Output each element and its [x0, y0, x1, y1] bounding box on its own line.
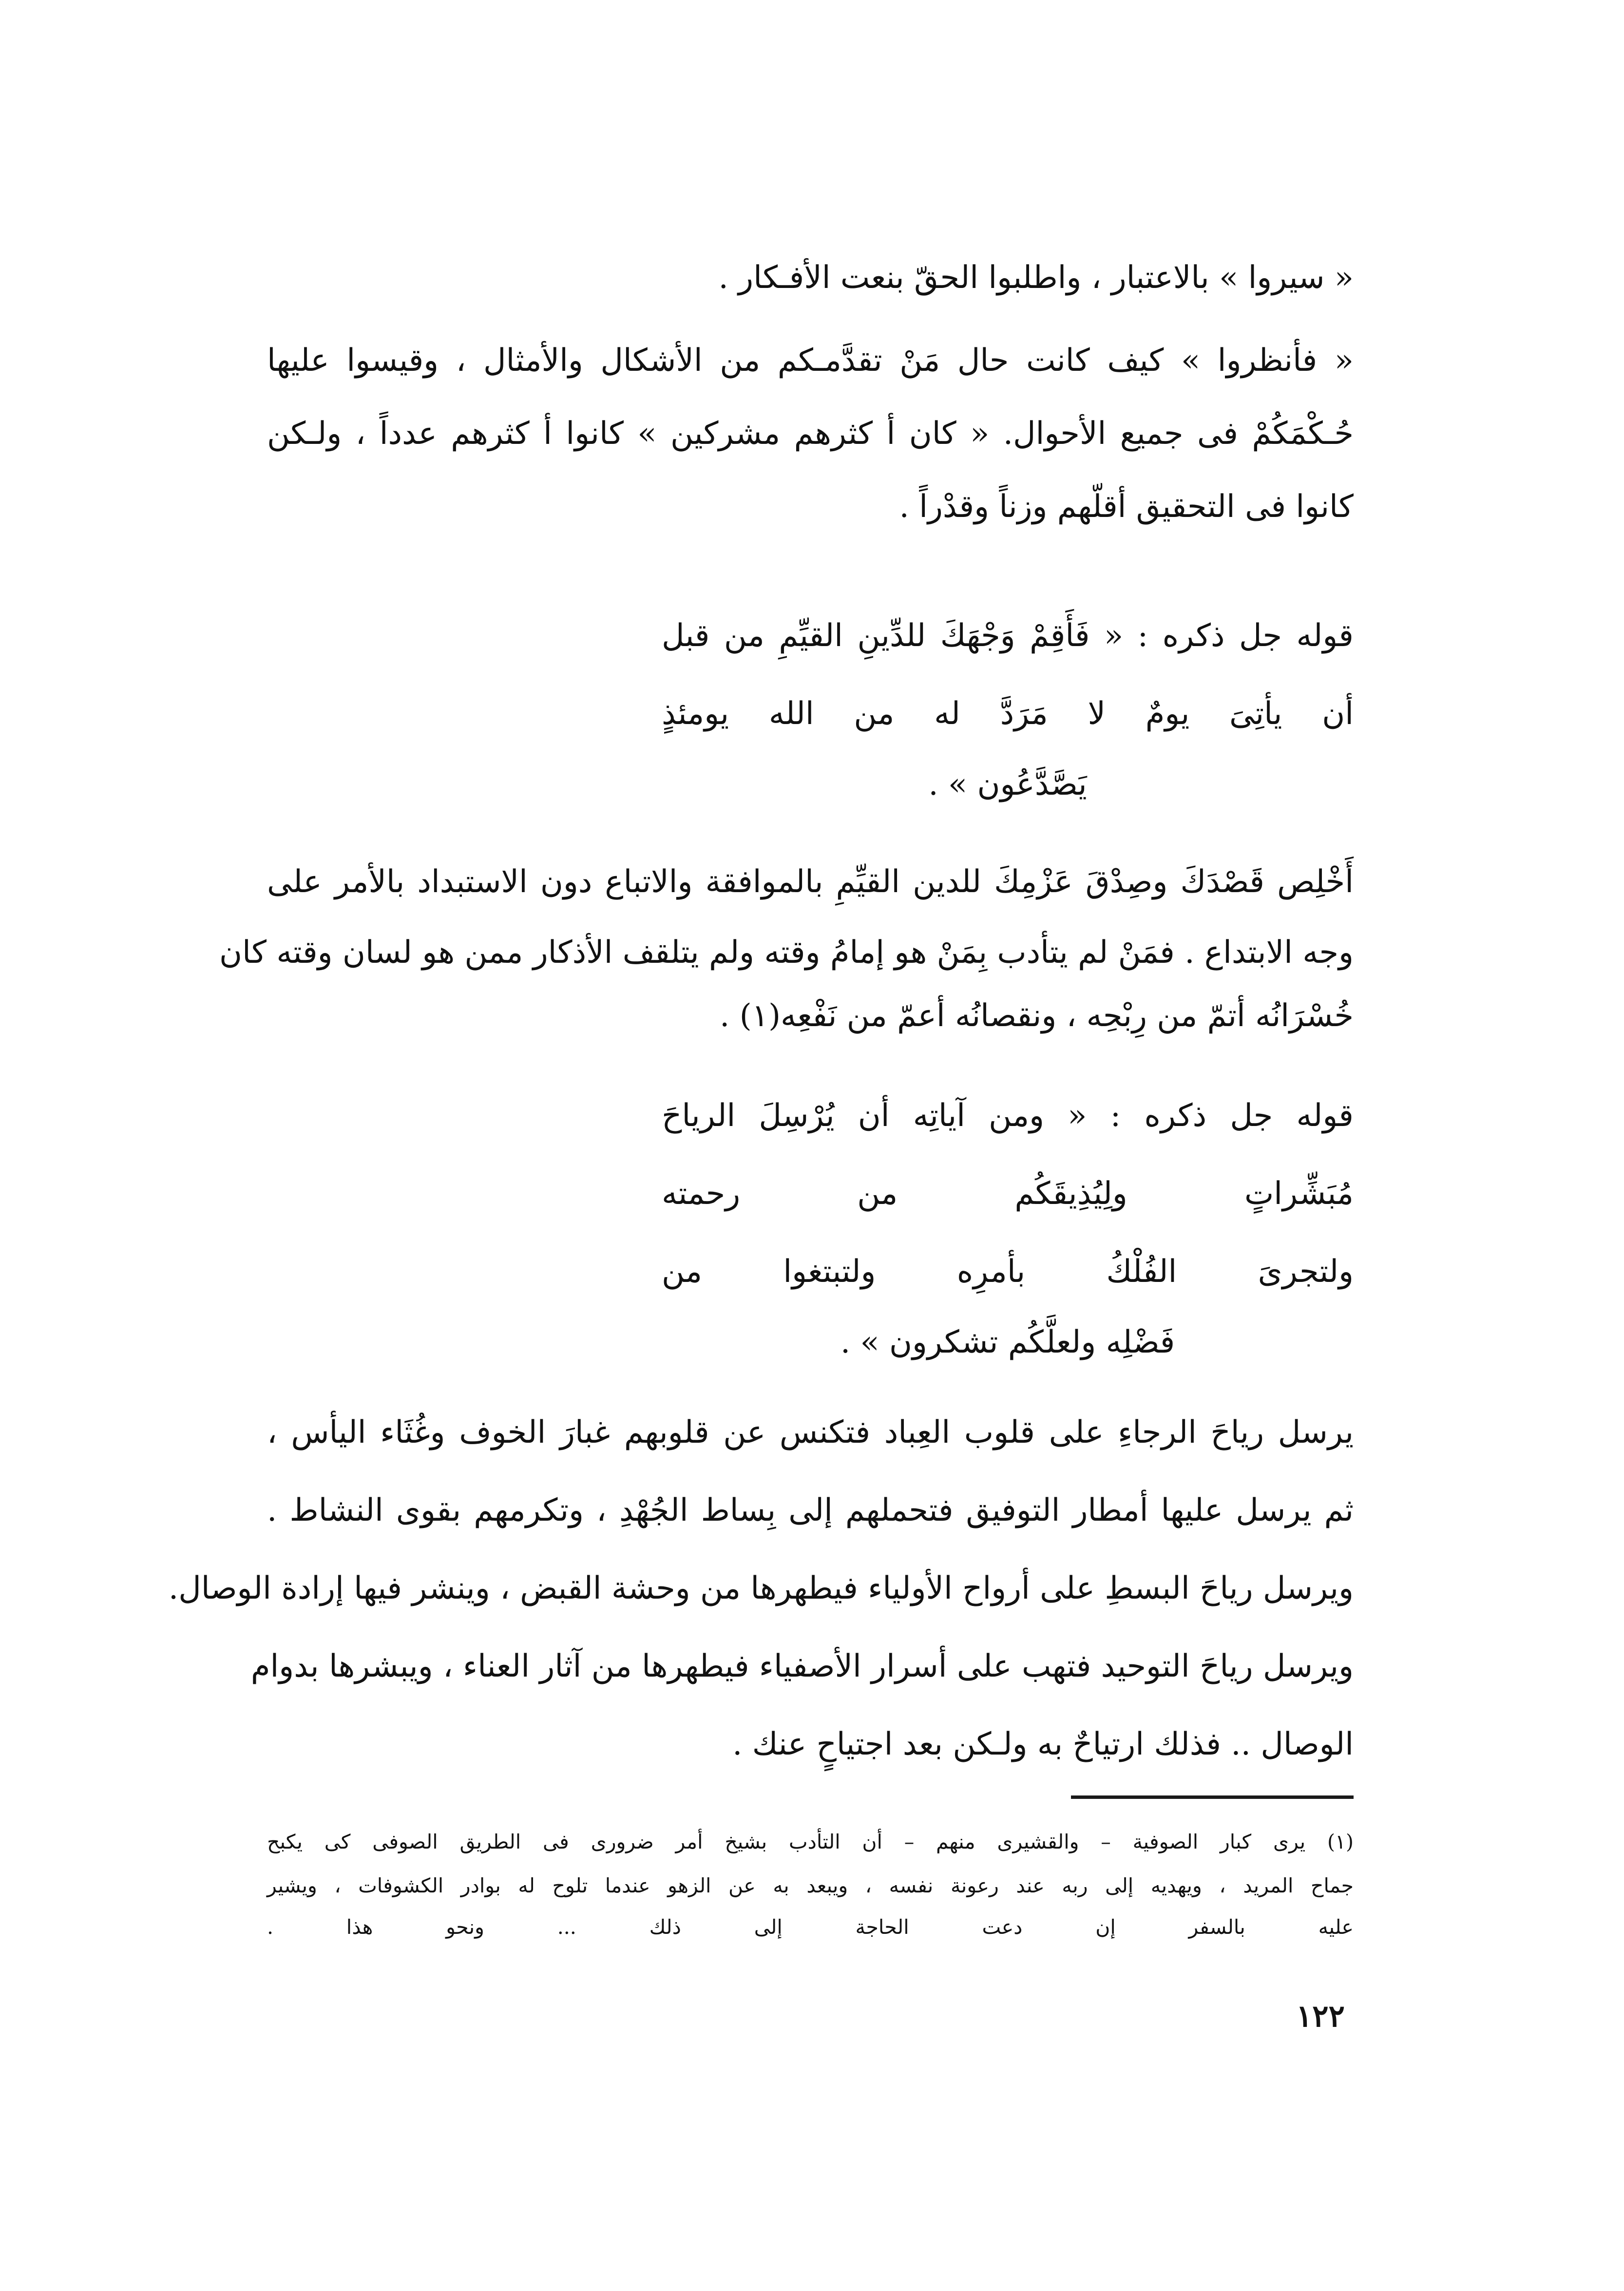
paragraph-1-line-1: « سيروا » بالاعتبار ، واطلبوا الحقّ بنعت الأفـكار . [718, 260, 1354, 296]
verse-2-line-1: قوله جل ذكره : « ومن آياتِه أن يُرْسِلَ الرياحَ [662, 1098, 1354, 1134]
footnote-line-1: (١) يرى كبار الصوفية – والقشيرى منهم – أن التأدب بشيخ أمر ضرورى فى الطريق الصوفى كى يكبح [267, 1830, 1354, 1853]
paragraph-2-line-3: كانوا فى التحقيق أقلّهم وزناً وقدْراً . [899, 489, 1354, 525]
paragraph-4-line-2: ثم يرسل عليها أمطار التوفيق فتحملهم إلى بِساط الجُهْدِ ، وتكرمهم بقوى النشاط . [267, 1492, 1354, 1528]
verse-2-line-4: فَضْلِه ولعلَّكُم تشكرون » . [840, 1324, 1175, 1360]
paragraph-2-line-1: « فأنظروا » كيف كانت حال مَنْ تقدَّمـكم من الأشكال والأمثال ، وقيسوا عليها [267, 343, 1354, 379]
page-number: ١٢٢ [1296, 1998, 1345, 2034]
verse-2-line-3: ولتجرىَ الفُلْكُ بأمرِه ولتبتغوا من [662, 1254, 1354, 1290]
verse-1-line-1: قوله جل ذكره : « فَأَقِمْ وَجْهَكَ للدِّينِ القيِّمِ من قبل [662, 618, 1354, 654]
paragraph-4-line-1: يرسل رياحَ الرجاءِ على قلوب العِباد فتكنس عن قلوبهم غبارَ الخوف وغُثَاء اليأس ، [267, 1414, 1354, 1451]
footnote-line-3: عليه بالسفر إن دعت الحاجة إلى ذلك ... ونحو هذا . [267, 1915, 1354, 1939]
paragraph-3-line-2: وجه الابتداع . فمَنْ لم يتأدب بِمَنْ هو إمامُ وقته ولم يتلقف الأذكار ممن هو لسان وقته كان [219, 935, 1354, 971]
paragraph-3-line-3: خُسْرَانُه أتمّ من رِبْحِه ، ونقصانُه أعمّ من نَفْعِه(١) . [720, 998, 1354, 1034]
paragraph-2-line-2: حُـكْمَكُمْ فى جميع الأحوال. « كان أ كثرهم مشركين » كانوا أ كثرهم عدداً ، ولـكن [267, 416, 1354, 452]
footnote-line-2: جماح المريد ، ويهديه إلى ربه عند رعونة نفسه ، ويبعد به عن الزهو عندما تلوح له بوادر الكشوفات ، ويشير [267, 1874, 1354, 1897]
paragraph-4-line-5: الوصال .. فذلك ارتياحٌ به ولـكن بعد اجتياحٍ عنك . [732, 1726, 1354, 1762]
paragraph-3-line-1: أَخْلِص قَصْدَكَ وصِدْقَ عَزْمِكَ للدين القيِّمِ بالموافقة والاتباع دون الاستبداد بالأمر على [267, 864, 1354, 900]
verse-1-line-3: يَصَّدَّعُون » . [928, 766, 1087, 802]
paragraph-4-line-3: ويرسل رياحَ البسطِ على أرواح الأولياء فيطهرها من وحشة القبض ، وينشر فيها إرادة الوصال. [168, 1570, 1354, 1606]
verse-1-line-2: أن يأتِىَ يومٌ لا مَرَدَّ له من الله يومئذٍ [662, 696, 1354, 732]
footnote-separator [1071, 1795, 1354, 1799]
paragraph-4-line-4: ويرسل رياحَ التوحيد فتهب على أسرار الأصفياء فيطهرها من آثار العناء ، ويبشرها بدوام [250, 1648, 1354, 1684]
verse-2-line-2: مُبَشِّراتٍ ولِيُذِيقَكُم من رحمته [662, 1176, 1354, 1212]
